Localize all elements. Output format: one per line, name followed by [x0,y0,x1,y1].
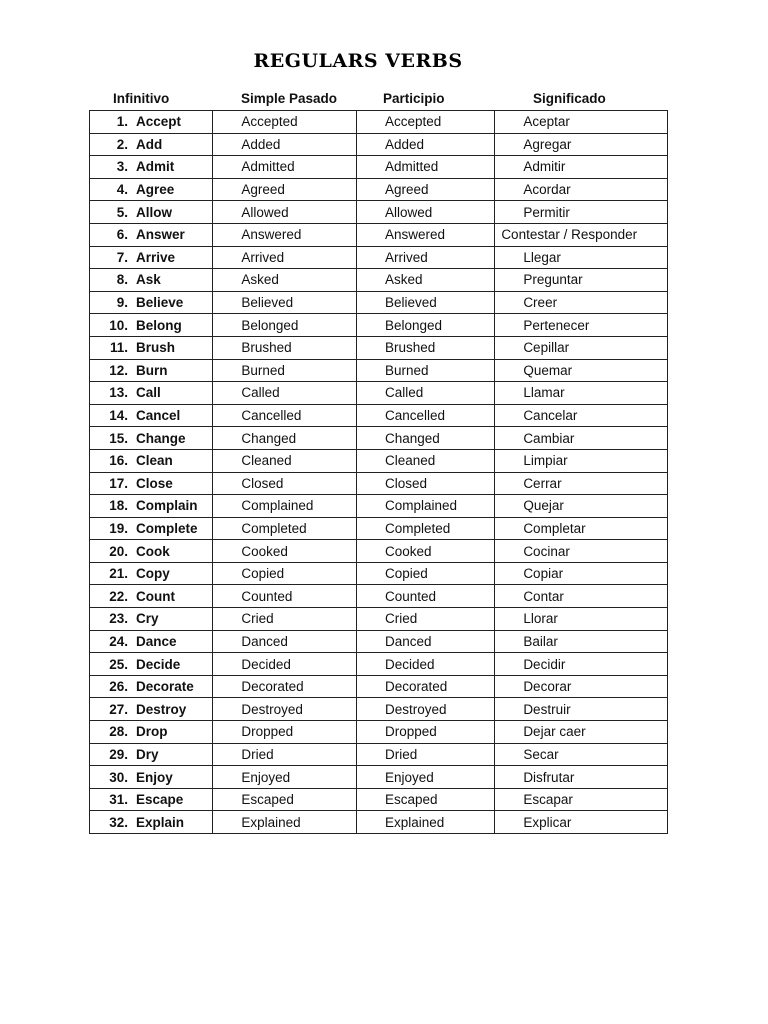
cell-significado: Limpiar [495,449,668,472]
cell-significado: Permitir [495,201,668,224]
cell-simple-pasado: Complained [213,495,357,518]
infinitive-text: Cook [136,543,170,559]
infinitive-text: Believe [136,295,184,311]
cell-infinitivo [90,133,213,156]
infinitive-text: Allow [136,204,172,220]
cell-infinitivo [90,540,213,563]
cell-participio: Escaped [356,788,494,811]
table-row [90,721,668,744]
cell-infinitivo [90,743,213,766]
cell-participio: Dried [356,743,494,766]
cell-participio: Completed [356,517,494,540]
cell-infinitivo [90,562,213,585]
infinitive-text: Decide [136,656,181,672]
row-number: 1. [116,114,128,130]
cell-simple-pasado: Brushed [213,336,357,359]
cell-infinitivo [90,178,213,201]
cell-participio: Danced [356,630,494,653]
row-number: 26. [109,679,128,695]
cell-simple-pasado: Answered [213,223,357,246]
row-number: 20. [109,543,128,559]
table-row [90,133,668,156]
table-row [90,675,668,698]
cell-significado: Disfrutar [495,766,668,789]
cell-significado: Contestar / Responder [495,223,668,246]
cell-participio: Added [356,133,494,156]
infinitive-text: Destroy [136,701,187,717]
table-row [90,246,668,269]
table-row [90,585,668,608]
cell-participio: Changed [356,427,494,450]
cell-simple-pasado: Agreed [213,178,357,201]
table-row [90,653,668,676]
row-number: 2. [116,136,128,152]
cell-simple-pasado: Asked [213,269,357,292]
cell-simple-pasado: Explained [213,811,357,834]
cell-participio: Copied [356,562,494,585]
cell-infinitivo [90,675,213,698]
infinitive-text: Drop [136,724,168,740]
cell-infinitivo [90,156,213,179]
cell-simple-pasado: Cried [213,608,357,631]
cell-significado: Creer [495,291,668,314]
cell-infinitivo [90,223,213,246]
table-row [90,269,668,292]
infinitive-text: Count [136,588,175,604]
cell-significado: Cerrar [495,472,668,495]
cell-infinitivo [90,359,213,382]
cell-infinitivo [90,698,213,721]
infinitive-text: Answer [136,227,185,243]
infinitive-text: Call [136,385,161,401]
table-row [90,743,668,766]
cell-simple-pasado: Enjoyed [213,766,357,789]
cell-participio: Cooked [356,540,494,563]
cell-participio: Explained [356,811,494,834]
table-row [90,766,668,789]
cell-simple-pasado: Believed [213,291,357,314]
table-row [90,382,668,405]
cell-infinitivo [90,201,213,224]
cell-participio: Arrived [356,246,494,269]
table-row [90,223,668,246]
cell-infinitivo [90,449,213,472]
cell-significado: Llegar [495,246,668,269]
cell-participio: Dropped [356,721,494,744]
infinitive-text: Ask [136,272,161,288]
cell-infinitivo [90,246,213,269]
row-number: 7. [116,249,128,265]
row-number: 19. [109,520,128,536]
row-number: 23. [109,611,128,627]
cell-infinitivo [90,269,213,292]
table-row [90,788,668,811]
row-number: 3. [116,159,128,175]
cell-participio: Cancelled [356,404,494,427]
cell-participio: Decided [356,653,494,676]
cell-infinitivo [90,404,213,427]
row-number: 18. [109,498,128,514]
infinitive-text: Close [136,475,173,491]
cell-significado: Llorar [495,608,668,631]
cell-significado: Decorar [495,675,668,698]
infinitive-text: Burn [136,362,168,378]
cell-simple-pasado: Allowed [213,201,357,224]
cell-significado: Escapar [495,788,668,811]
cell-significado: Dejar caer [495,721,668,744]
row-number: 4. [116,182,128,198]
table-row [90,449,668,472]
cell-significado: Preguntar [495,269,668,292]
cell-participio: Cried [356,608,494,631]
cell-infinitivo [90,111,213,134]
table-header [89,88,668,110]
header-participio: Participio [383,91,445,106]
row-number: 27. [109,701,128,717]
infinitive-text: Escape [136,792,184,808]
cell-infinitivo [90,427,213,450]
cell-infinitivo [90,291,213,314]
infinitive-text: Explain [136,814,185,830]
table-row [90,291,668,314]
row-number: 29. [109,746,128,762]
cell-participio: Decorated [356,675,494,698]
cell-participio: Believed [356,291,494,314]
cell-infinitivo [90,472,213,495]
cell-participio: Accepted [356,111,494,134]
table-row [90,178,668,201]
table-row [90,608,668,631]
cell-infinitivo [90,517,213,540]
cell-participio: Burned [356,359,494,382]
table-row [90,472,668,495]
row-number: 15. [109,430,128,446]
cell-significado: Aceptar [495,111,668,134]
cell-infinitivo [90,630,213,653]
cell-participio: Enjoyed [356,766,494,789]
infinitive-text: Enjoy [136,769,173,785]
row-number: 32. [109,814,128,830]
row-number: 13. [109,385,128,401]
row-number: 28. [109,724,128,740]
row-number: 17. [109,475,128,491]
table-row [90,156,668,179]
table-row [90,427,668,450]
row-number: 9. [116,295,128,311]
table-row [90,698,668,721]
cell-participio: Admitted [356,156,494,179]
cell-simple-pasado: Admitted [213,156,357,179]
cell-simple-pasado: Burned [213,359,357,382]
cell-participio: Belonged [356,314,494,337]
cell-significado: Destruir [495,698,668,721]
cell-simple-pasado: Dropped [213,721,357,744]
page-title: REGULARS VERBS [253,50,463,72]
cell-infinitivo [90,314,213,337]
row-number: 5. [116,204,128,220]
cell-infinitivo [90,766,213,789]
infinitive-text: Dry [136,746,159,762]
infinitive-text: Change [136,430,186,446]
infinitive-text: Decorate [136,679,194,695]
infinitive-text: Agree [136,182,175,198]
cell-simple-pasado: Cancelled [213,404,357,427]
infinitive-text: Dance [136,633,177,649]
infinitive-text: Brush [136,340,176,356]
cell-simple-pasado: Decided [213,653,357,676]
cell-significado: Quejar [495,495,668,518]
infinitive-text: Add [136,136,163,152]
cell-participio: Allowed [356,201,494,224]
cell-simple-pasado: Closed [213,472,357,495]
cell-infinitivo [90,653,213,676]
verbs-table [89,110,668,834]
infinitive-text: Complete [136,520,198,536]
cell-significado: Admitir [495,156,668,179]
cell-simple-pasado: Arrived [213,246,357,269]
cell-infinitivo [90,788,213,811]
cell-significado: Cepillar [495,336,668,359]
infinitive-text: Arrive [136,249,176,265]
cell-simple-pasado: Called [213,382,357,405]
table-row [90,811,668,834]
table-row [90,517,668,540]
infinitive-text: Admit [136,159,175,175]
cell-participio: Cleaned [356,449,494,472]
cell-participio: Asked [356,269,494,292]
row-number: 30. [109,769,128,785]
cell-significado: Cambiar [495,427,668,450]
table-row [90,630,668,653]
cell-infinitivo [90,382,213,405]
cell-participio: Called [356,382,494,405]
cell-simple-pasado: Copied [213,562,357,585]
cell-significado: Cancelar [495,404,668,427]
cell-participio: Closed [356,472,494,495]
row-number: 22. [109,588,128,604]
row-number: 10. [109,317,128,333]
cell-significado: Cocinar [495,540,668,563]
cell-significado: Copiar [495,562,668,585]
row-number: 21. [109,566,128,582]
table-row [90,359,668,382]
row-number: 6. [116,227,128,243]
cell-participio: Destroyed [356,698,494,721]
cell-significado: Contar [495,585,668,608]
row-number: 11. [109,340,128,356]
cell-simple-pasado: Counted [213,585,357,608]
cell-significado: Quemar [495,359,668,382]
cell-infinitivo [90,585,213,608]
infinitive-text: Belong [136,317,182,333]
cell-significado: Explicar [495,811,668,834]
infinitive-text: Clean [136,453,173,469]
cell-participio: Complained [356,495,494,518]
cell-simple-pasado: Accepted [213,111,357,134]
cell-simple-pasado: Completed [213,517,357,540]
cell-significado: Secar [495,743,668,766]
table-row [90,336,668,359]
row-number: 25. [109,656,128,672]
cell-simple-pasado: Decorated [213,675,357,698]
table-row [90,404,668,427]
table-row [90,495,668,518]
cell-simple-pasado: Dried [213,743,357,766]
cell-significado: Completar [495,517,668,540]
row-number: 31. [109,792,128,808]
cell-participio: Agreed [356,178,494,201]
table-row [90,562,668,585]
table-row [90,201,668,224]
cell-simple-pasado: Changed [213,427,357,450]
infinitive-text: Cancel [136,408,181,424]
row-number: 12. [109,362,128,378]
cell-infinitivo [90,608,213,631]
row-number: 8. [116,272,128,288]
cell-simple-pasado: Danced [213,630,357,653]
cell-participio: Counted [356,585,494,608]
cell-simple-pasado: Escaped [213,788,357,811]
infinitive-text: Cry [136,611,159,627]
header-infinitivo: Infinitivo [113,91,170,106]
cell-significado: Decidir [495,653,668,676]
cell-simple-pasado: Cleaned [213,449,357,472]
header-significado: Significado [533,91,606,106]
infinitive-text: Complain [136,498,198,514]
cell-infinitivo [90,811,213,834]
verbs-table-body [90,111,668,834]
table-row [90,540,668,563]
cell-simple-pasado: Destroyed [213,698,357,721]
row-number: 24. [109,633,128,649]
cell-infinitivo [90,495,213,518]
row-number: 14. [109,408,128,424]
infinitive-text: Copy [136,566,170,582]
cell-significado: Bailar [495,630,668,653]
cell-significado: Pertenecer [495,314,668,337]
cell-significado: Acordar [495,178,668,201]
cell-significado: Llamar [495,382,668,405]
table-row [90,314,668,337]
cell-significado: Agregar [495,133,668,156]
table-row [90,111,668,134]
row-number: 16. [109,453,128,469]
cell-infinitivo [90,336,213,359]
cell-participio: Brushed [356,336,494,359]
cell-simple-pasado: Added [213,133,357,156]
cell-infinitivo [90,721,213,744]
cell-simple-pasado: Cooked [213,540,357,563]
infinitive-text: Accept [136,114,182,130]
header-simple-pasado: Simple Pasado [241,91,338,106]
cell-participio: Answered [356,223,494,246]
cell-simple-pasado: Belonged [213,314,357,337]
